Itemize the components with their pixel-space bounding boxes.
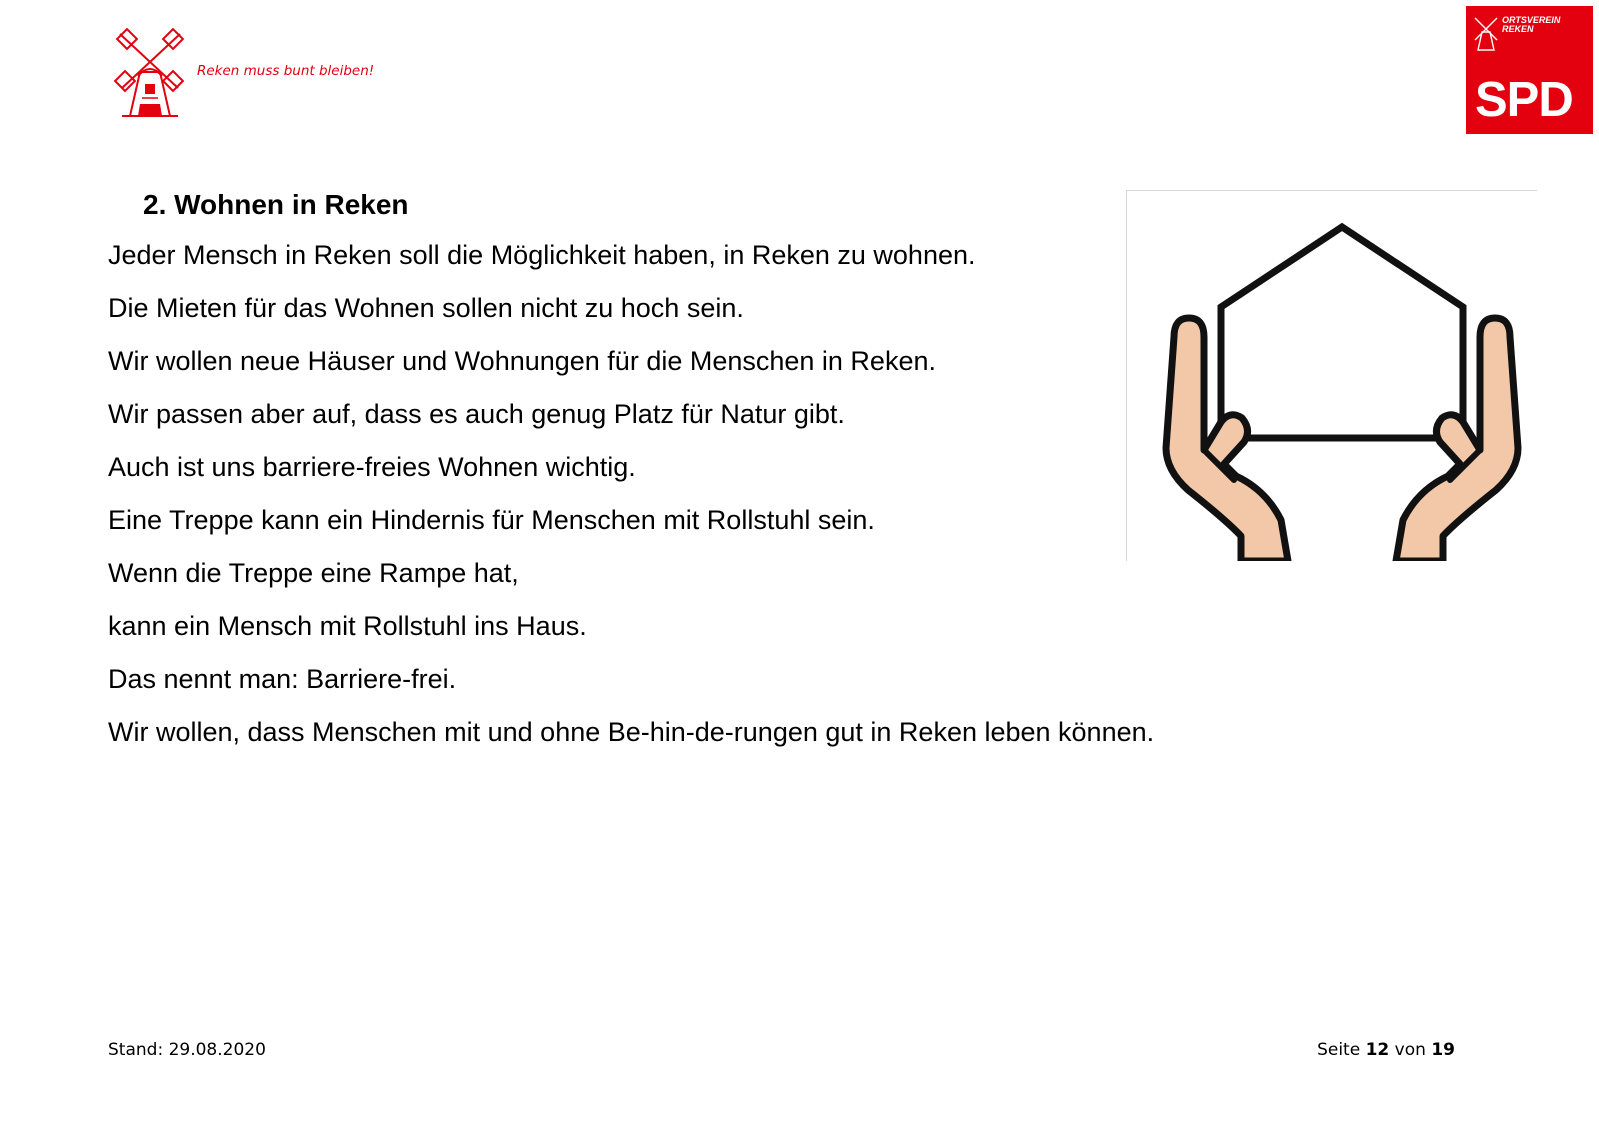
page-number [1317,1040,1455,1060]
page-label: Seite [1317,1040,1361,1060]
body-text [108,239,1154,769]
body-line: Die Mieten für das Wohnen sollen nicht zu hoch sein. [108,293,744,323]
windmill-icon [112,28,188,120]
body-line: kann ein Mensch mit Rollstuhl ins Haus. [108,611,587,641]
body-line: Wenn die Treppe eine Rampe hat, [108,558,519,588]
ortsverein-label: ORTSVEREIN REKEN [1502,15,1561,34]
body-line: Das nennt man: Barriere-frei. [108,664,457,694]
body-line: Auch ist uns barriere-freies Wohnen wichtig. [108,452,636,482]
date-label: Stand: [108,1040,164,1060]
body-line: Wir wollen, dass Menschen mit und ohne Be-hin-de-rungen gut in Reken leben können. [108,717,1155,747]
hands-holding-house-icon [1126,190,1537,561]
page-current: 12 [1365,1040,1390,1060]
body-line: Eine Treppe kann ein Hindernis für Menschen mit Rollstuhl sein. [108,505,875,535]
body-line: Wir passen aber auf, dass es auch genug Platz für Natur gibt. [108,399,845,429]
body-line: Jeder Mensch in Reken soll die Möglichkeit haben, in Reken zu wohnen. [108,240,976,270]
spd-wordmark: SPD [1475,73,1573,127]
page-total: 19 [1431,1040,1455,1060]
slogan: Reken muss bunt bleiben! [197,63,375,79]
reken-logo [112,28,375,120]
section-title: 2. Wohnen in Reken [143,189,409,220]
spd-badge [1466,6,1593,134]
date-value: 29.08.2020 [168,1040,266,1060]
body-line: Wir wollen neue Häuser und Wohnungen für die Menschen in Reken. [108,346,936,376]
footer-date [108,1040,266,1060]
page-of: von [1394,1040,1426,1060]
